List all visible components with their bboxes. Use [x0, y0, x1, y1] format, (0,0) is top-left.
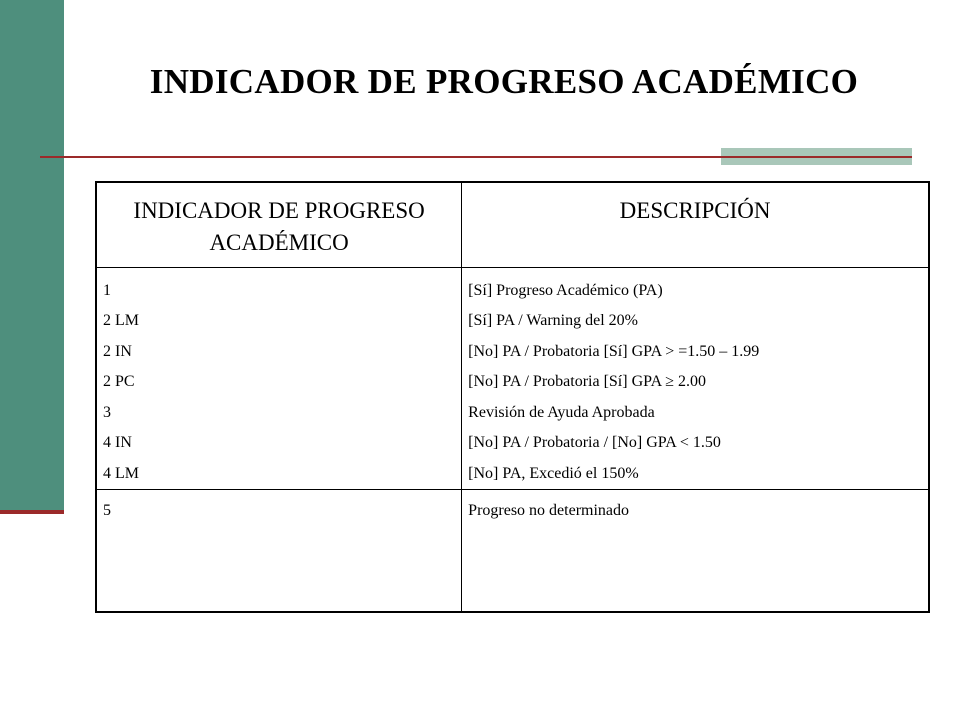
side-decoration-bar-base	[0, 510, 64, 514]
indicator-code: 2 LM	[103, 312, 139, 329]
table-row	[96, 267, 929, 490]
indicator-code: 4 LM	[103, 464, 139, 482]
side-decoration-bar	[0, 0, 64, 510]
indicator-list-cell	[96, 267, 462, 490]
table-header-row	[96, 182, 929, 267]
indicator-code: 5	[103, 502, 111, 519]
indicator-description: [Sí] PA / Warning del 20%	[468, 312, 638, 329]
header-description: DESCRIPCIÓN	[462, 182, 929, 267]
description-list-cell	[462, 267, 929, 490]
indicator-code: 4 IN	[103, 434, 132, 451]
indicator-description: [Sí] Progreso Académico (PA)	[468, 281, 663, 299]
title-underline-rule	[40, 156, 912, 158]
header-indicator: INDICADOR DE PROGRESO ACADÉMICO	[96, 182, 462, 267]
progress-indicator-table	[95, 181, 930, 613]
indicator-description: Progreso no determinado	[468, 502, 630, 519]
indicator-description: Revisión de Ayuda Aprobada	[468, 403, 655, 421]
indicator-code: 1	[103, 281, 111, 299]
indicator-code: 3	[103, 403, 111, 421]
indicator-code: 2 IN	[103, 342, 132, 360]
indicator-code-cell	[96, 490, 462, 612]
slide-title: INDICADOR DE PROGRESO ACADÉMICO	[149, 62, 859, 101]
indicator-description: [No] PA / Probatoria [Sí] GPA ≥ 2.00	[468, 373, 707, 390]
indicator-description: [No] PA / Probatoria [Sí] GPA > =1.50 – 1.99	[468, 342, 760, 360]
indicator-description: [No] PA / Probatoria / [No] GPA < 1.50	[468, 434, 721, 451]
table-row	[96, 490, 929, 612]
indicator-description: [No] PA, Excedió el 150%	[468, 464, 639, 482]
description-cell	[462, 490, 929, 612]
indicator-code: 2 PC	[103, 373, 135, 390]
